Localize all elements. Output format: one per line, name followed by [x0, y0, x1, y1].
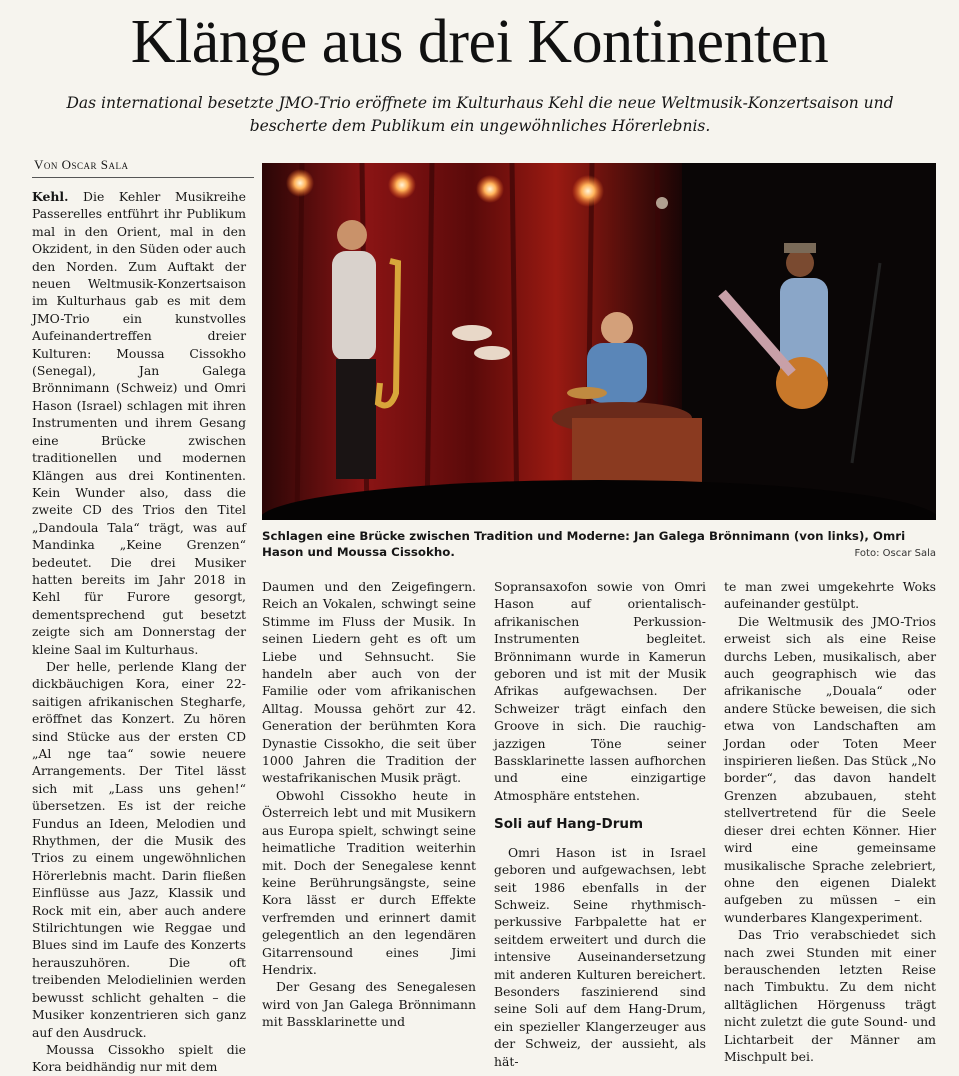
paragraph-6: Der Gesang des Senegalesen wird von Jan Galega Brönnimann mit Bassklarinette und — [262, 979, 476, 1030]
paragraph-3: Moussa Cissokho spielt die Kora beidhändig nur mit dem — [32, 1041, 246, 1075]
paragraph-2: Der helle, perlende Klang der dickbäuchigen Kora, einer 22-saitigen afrikanischen Stegharfe, eröffnet das Konzert. Zu hören sind Stücke aus der ersten CD „Al nge taa“ sowie neuere Arrangements. Der Titel lässt sich mit „Lass uns gehen!“ übersetzen. Es ist der reiche Fundus an Ideen, Melodien und Rhythmen, der die Musik des Trios zu einem ungewöhnlichen Hörerlebnis macht. Darin fließen Einflüsse aus Jazz, Klassik und Rock mit ein, aber auch andere Stilrichtungen wie Reggae und Blues sind im Laufe des Konzerts herauszuhören. Die oft treibenden Melodielinien werden bewusst schlicht gehalten – die Musiker konzentrieren sich ganz auf den Ausdruck. — [32, 658, 246, 1040]
paragraph-11: Das Trio verabschiedet sich nach zwei Stunden mit einer berauschenden letzten Reise nach Timbuktu. Zu dem nicht alltäglichen Hörgenuss trägt nicht zuletzt die gute Sound- und Lichtarbeit der Männer am Mischpult bei. — [724, 927, 936, 1064]
paragraph-1-text: Die Kehler Musikreihe Passerelles entführt ihr Publikum mal in den Orient, mal in den Okzident, in den Süden oder auch den Norden. Zum Auftakt der neuen Weltmusik-Konzertsaison im Kulturhaus gab es mit dem JMO-Trio ein kunstvolles Aufeinandertreffen dreier Kulturen: Moussa Cissokho (Senegal), Jan Galega Brönnimann (Schweiz) und Omri Hason (Israel) schlagen mit ihren Instrumenten und ihrem Gesang eine Brücke zwischen traditionellen und modernen Klängen aus drei Kontinenten. Kein Wunder also, dass die zweite CD des Trios den Titel „Dandoula Tala“ trägt, was auf Mandinka „Keine Grenzen“ bedeutet. Die drei Musiker hatten bereits im Jahr 2018 in Kehl für Furore gesorgt, dementsprechend gut besetzt zeigte sich am Donnerstag der kleine Saal im Kulturhaus. — [32, 189, 246, 657]
subheadline: Das international besetzte JMO-Trio eröffnete im Kulturhaus Kehl die neue Weltmusik-Konzertsaison und bescherte dem Publikum ein ungewöhnliches Hörerlebnis. — [66, 94, 894, 135]
byline: Von Oscar Sala — [34, 157, 129, 172]
photo-caption: Schlagen eine Brücke zwischen Tradition und Moderne: Jan Galega Brönnimann (von links), Omri Hason und Moussa Cissokho. — [262, 529, 906, 559]
paragraph-5: Obwohl Cissokho heute in Österreich lebt und mit Musikern aus Europa spielt, schwingt seine heimatliche Tradition weiterhin mit. Doch der Senegalese kennt keine Berührungsängste, seine Kora lässt er durch Effekte verfremden und erinnert damit gelegentlich an den legendären Gitarrensound eines Jimi Hendrix. — [262, 787, 476, 977]
concert-photo — [262, 163, 936, 520]
section-subheading: Soli auf Hang-Drum — [494, 816, 644, 833]
photo-credit: Foto: Oscar Sala — [854, 548, 936, 559]
paragraph-9: te man zwei umgekehrte Woks aufeinander gestülpt. — [724, 579, 936, 612]
stage-light — [476, 175, 504, 203]
byline-rule — [32, 177, 254, 178]
dateline: Kehl. — [32, 189, 69, 204]
column-1 — [32, 188, 246, 1076]
stage-light — [388, 171, 416, 199]
column-3 — [494, 578, 706, 1070]
column-4 — [724, 578, 936, 1065]
stage-light — [572, 175, 604, 207]
paragraph-7: Sopransaxofon sowie von Omri Hason auf orientalisch-afrikanischen Perkussion-Instrumenten begleitet. Brönnimann wurde in Kamerun geboren und ist mit der Musik Afrikas aufgewachsen. Der Schweizer trägt einfach den Groove in sich. Die rauchig-jazzigen Töne seiner Bassklarinette lassen aufhorchen und eine einzigartige Atmosphäre entstehen. — [494, 579, 706, 803]
column-2 — [262, 578, 476, 1031]
stage-light — [656, 197, 668, 209]
paragraph-8: Omri Hason ist in Israel geboren und aufgewachsen, lebt seit 1986 ebenfalls in der Schweiz. Seine rhythmisch-perkussive Farbpalette hat er seitdem erweitert und durch die intensive Auseinandersetzung mit anderen Kulturen bereichert. Besonders faszinierend sind seine Soli auf dem Hang-Drum, ein spezieller Klangerzeuger aus der Schweiz, der aussieht, als hät- — [494, 844, 706, 1069]
stage-light — [286, 169, 314, 197]
paragraph-4: Daumen und den Zeigefingern. Reich an Vokalen, schwingt seine Stimme im Fluss der Musik. In seinen Liedern geht es oft um Liebe und Sehnsucht. Sie handeln aber auch von der Familie oder vom afrikanischen Alltag. Moussa gehört zur 42. Generation der berühmten Kora Dynastie Cissokho, die seit über 1000 Jahren die Tradition der westafrikanischen Musik prägt. — [262, 579, 476, 786]
paragraph-intro — [32, 188, 246, 658]
headline: Klänge aus drei Kontinenten — [130, 8, 829, 76]
paragraph-10: Die Weltmusik des JMO-Trios erweist sich als eine Reise durchs Leben, musikalisch, aber auch geographisch wie das afrikanische „Douala“ oder andere Stücke beweisen, die sich etwa von Landschaften am Jordan oder Toten Meer inspirieren ließen. Das Stück „No border“, das davon handelt Grenzen abzubauen, steht stellvertretend für die Seele dieser drei echten Könner. Hier wird eine gemeinsame musikalische Sprache zelebriert, ohne den eigenen Dialekt aufgeben zu müssen – ein wunderbares Klangexperiment. — [724, 613, 936, 925]
